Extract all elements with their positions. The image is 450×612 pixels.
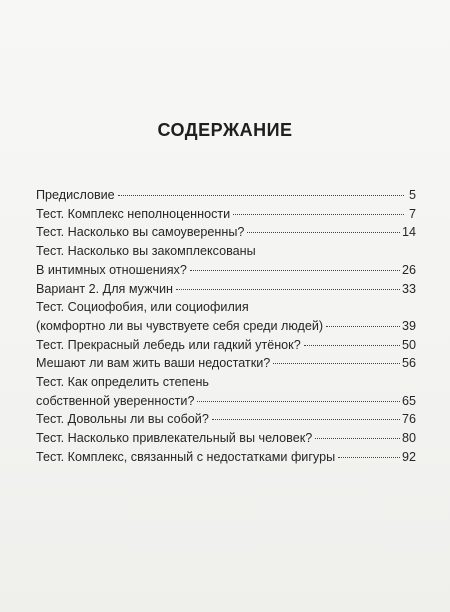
toc-entry-title: Мешают ли вам жить ваши недостатки? xyxy=(36,356,271,371)
toc-page-number: 65 xyxy=(401,393,416,408)
toc-entry-title: Тест. Прекрасный лебедь или гадкий утёнок? xyxy=(36,337,301,352)
toc-page-number: 39 xyxy=(401,318,416,333)
toc-entry-first-line xyxy=(36,298,416,317)
dot-leader xyxy=(338,457,400,458)
toc-entry xyxy=(36,392,416,411)
toc-entry xyxy=(36,186,416,205)
toc-page-number: 33 xyxy=(401,281,416,296)
dot-leader xyxy=(176,289,400,290)
table-of-contents xyxy=(36,186,416,467)
dot-leader xyxy=(315,438,400,439)
toc-entry xyxy=(36,261,416,280)
toc-entry-title-continued: собственной уверенности? xyxy=(36,393,195,408)
toc-page-number: 14 xyxy=(401,225,416,240)
toc-entry-title-continued: (комфортно ли вы чувствуете себя среди людей) xyxy=(36,318,324,333)
toc-page-number: 56 xyxy=(401,356,416,371)
toc-entry-title: Тест. Насколько вы закомплексованы xyxy=(36,244,256,259)
toc-entry-title: Тест. Как определить степень xyxy=(36,375,209,390)
dot-leader xyxy=(212,419,400,420)
toc-entry-first-line xyxy=(36,373,416,392)
dot-leader xyxy=(190,270,400,271)
toc-entry-title: Тест. Социофобия, или социофилия xyxy=(36,300,249,315)
toc-entry xyxy=(36,410,416,429)
toc-entry-title: Тест. Довольны ли вы собой? xyxy=(36,412,209,427)
toc-entry-first-line xyxy=(36,242,416,261)
toc-page-number: 92 xyxy=(401,449,416,464)
dot-leader xyxy=(326,326,400,327)
toc-page-number: 76 xyxy=(401,412,416,427)
toc-page-number: 5 xyxy=(408,188,416,202)
toc-entry-title: Тест. Насколько вы самоуверенны? xyxy=(36,225,245,240)
toc-entry xyxy=(36,336,416,355)
toc-page-number: 7 xyxy=(408,206,416,221)
toc-entry-title: Вариант 2. Для мужчин xyxy=(36,281,173,296)
toc-entry-title: Тест. Комплекс неполноценности xyxy=(36,206,231,221)
toc-page-number: 80 xyxy=(401,431,416,446)
toc-entry-title: Предисловие xyxy=(36,188,115,202)
dot-leader xyxy=(233,214,404,215)
toc-entry-title: Тест. Комплекс, связанный с недостатками фигуры xyxy=(36,449,336,464)
toc-entry xyxy=(36,429,416,448)
dot-leader xyxy=(197,401,400,402)
toc-entry xyxy=(36,354,416,373)
toc-entry xyxy=(36,448,416,467)
toc-page-number: 50 xyxy=(401,337,416,352)
contents-title: СОДЕРЖАНИЕ xyxy=(157,120,293,140)
toc-entry-title: Тест. Насколько привлекательный вы человек? xyxy=(36,431,313,446)
dot-leader xyxy=(273,363,400,364)
toc-entry xyxy=(36,205,416,224)
toc-entry xyxy=(36,317,416,336)
toc-entry xyxy=(36,280,416,299)
toc-entry-title-continued: В интимных отношениях? xyxy=(36,262,187,277)
toc-entry xyxy=(36,223,416,242)
dot-leader xyxy=(304,345,400,346)
dot-leader xyxy=(118,195,404,196)
toc-page-number: 26 xyxy=(401,262,416,277)
dot-leader xyxy=(247,232,400,233)
